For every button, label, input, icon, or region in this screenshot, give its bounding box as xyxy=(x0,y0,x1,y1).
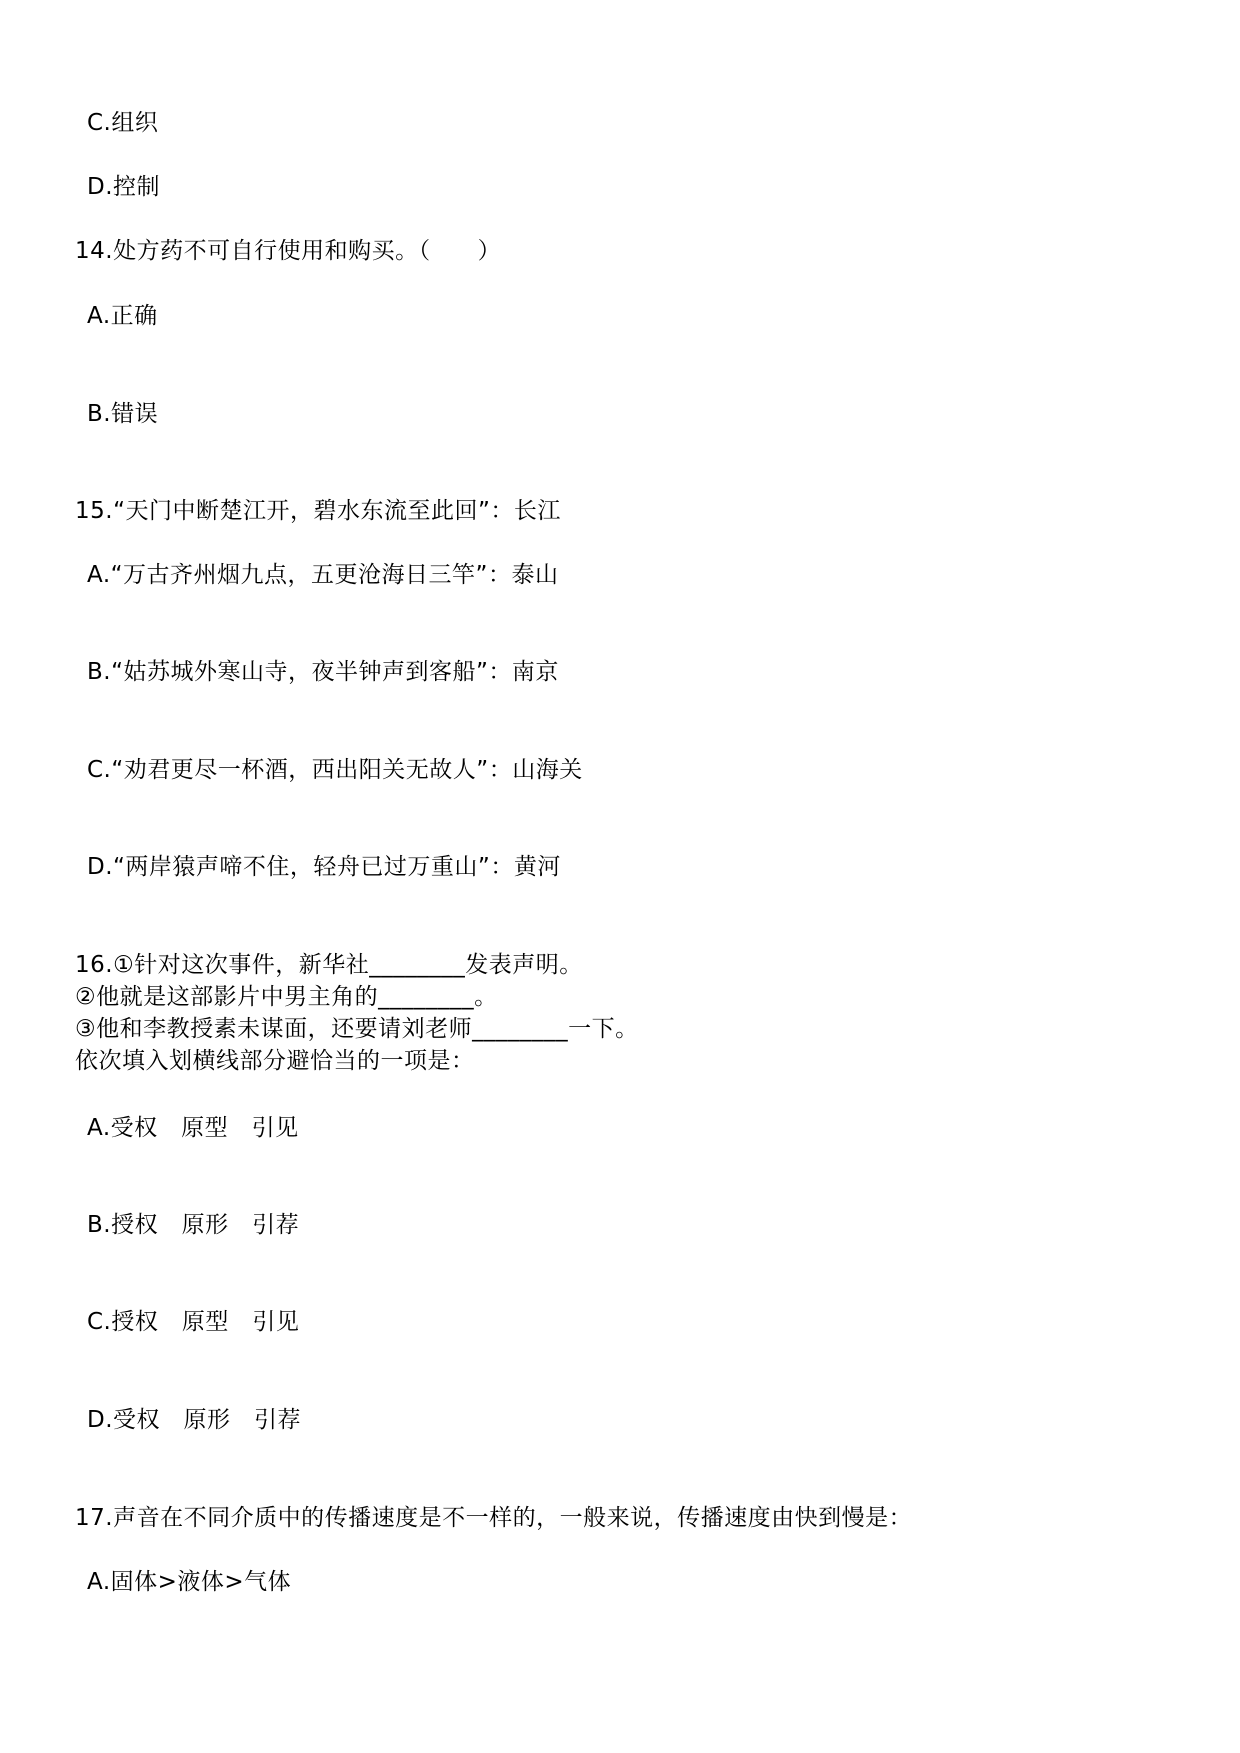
question-14: 14.处方药不可自行使用和购买。（ ） xyxy=(75,238,502,264)
question-16: 16.①针对这次事件，新华社________发表声明。 xyxy=(75,952,583,978)
question-16-line-2: ②他就是这部影片中男主角的________。 xyxy=(75,984,498,1010)
option-15-b: B.“姑苏城外寒山寺，夜半钟声到客船”：南京 xyxy=(87,659,559,685)
option-16-c: C.授权 原型 引见 xyxy=(87,1309,300,1335)
question-16-prompt: 依次填入划横线部分避恰当的一项是： xyxy=(75,1048,475,1074)
option-16-b: B.授权 原形 引荐 xyxy=(87,1212,300,1238)
option-15-c: C.“劝君更尽一杯酒，西出阳关无故人”：山海关 xyxy=(87,757,583,783)
question-16-line-3: ③他和李教授素未谋面，还要请刘老师________一下。 xyxy=(75,1016,639,1042)
option-16-d: D.受权 原形 引荐 xyxy=(87,1407,302,1433)
option-13-d: D.控制 xyxy=(87,174,161,200)
option-15-d: D.“两岸猿声啼不住，轻舟已过万重山”：黄河 xyxy=(87,854,561,880)
option-15-a: A.“万古齐州烟九点，五更沧海日三竿”：泰山 xyxy=(87,562,559,588)
option-16-a: A.受权 原型 引见 xyxy=(87,1115,299,1141)
option-17-a: A.固体>液体>气体 xyxy=(87,1569,292,1595)
option-14-b: B.错误 xyxy=(87,401,159,427)
question-17: 17.声音在不同介质中的传播速度是不一样的，一般来说，传播速度由快到慢是： xyxy=(75,1505,913,1531)
option-13-c: C.组织 xyxy=(87,110,159,136)
option-14-a: A.正确 xyxy=(87,303,158,329)
question-15: 15.“天门中断楚江开，碧水东流至此回”：长江 xyxy=(75,498,561,524)
